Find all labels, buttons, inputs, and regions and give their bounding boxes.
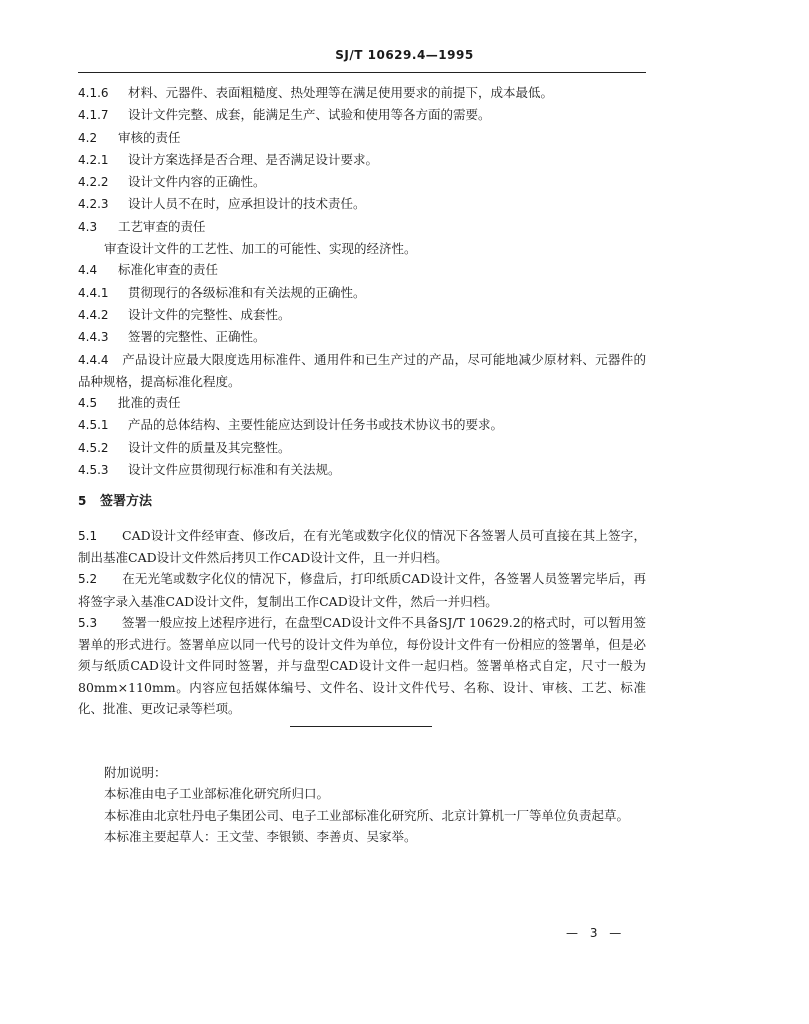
clause-text: 产品设计应最大限度选用标准件、通用件和已生产过的产品，尽可能地减少原材料、元器件的品种规格，提高标准化程度。 [78,351,646,389]
clause-number: 4.5.1 [78,418,109,433]
clause-number: 4.2.1 [78,152,109,167]
clause-text: 设计人员不在时，应承担设计的技术责任。 [128,196,366,212]
clause-text: 设计文件的完整性、成套性。 [128,306,291,322]
clause-4-2-3 [78,193,646,215]
clause-text: 审核的责任 [118,129,181,145]
clause-5-3 [78,612,646,719]
clause-4-5-3 [78,459,646,481]
clause-text: 材料、元器件、表面粗糙度、热处理等在满足使用要求的前提下，成本最低。 [128,85,554,100]
notes-line: 本标准由北京牡丹电子集团公司、电子工业部标准化研究所、北京计算机一厂等单位负责起草。 [104,807,630,823]
clause-4-5-1 [78,414,646,436]
clause-4-1-6 [78,82,646,104]
clause-number: 4.4.3 [78,330,109,345]
clause-text: 设计文件应贯彻现行标准和有关法规。 [128,462,341,478]
clause-number: 5.3 [78,615,98,630]
clause-number: 4.5 [78,396,98,411]
clause-number: 4.4.2 [78,307,109,322]
clause-number: 4.4.4 [78,352,109,367]
clause-number: 4.1.6 [78,86,109,100]
page-number: — 3 — [566,926,626,940]
clause-4-4 [78,259,646,281]
clause-number: 4.2.2 [78,175,109,190]
clause-number: 4.1.7 [78,108,109,123]
clause-text: 签署的完整性、正确性。 [128,329,266,345]
additional-notes [78,762,646,847]
clause-text: 产品的总体结构、主要性能应达到设计任务书或技术协议书的要求。 [128,417,504,433]
document-header: SJ/T 10629.4—1995 [335,48,474,62]
clause-text: 签署一般应按上述程序进行，在盘型CAD设计文件不具备SJ/T 10629.2的格式时，可以暂用签署单的形式进行。签署单应以同一代号的设计文件为单位，每份设计文件有一份相应的签署单，但是必须与纸质CAD设计文件同时签署，并与盘型CAD设计文件一起归档。签署单格式自定，尺寸一般为80mm×110mm。内容应包括媒体编号、文件名、设计文件代号、名称、设计、审核、工艺、标准化、批准、更改记录等栏项。 [78,614,646,717]
clause-5-2 [78,568,646,612]
section-title: 签署方法 [100,494,153,510]
document-body [78,82,646,719]
clause-text: 设计文件内容的正确性。 [128,174,266,190]
clause-text: 标准化审查的责任 [118,262,219,278]
clause-text: 设计文件的质量及其完整性。 [128,439,291,455]
clause-4-5-2 [78,437,646,459]
clause-text: 贯彻现行的各级标准和有关法规的正确性。 [128,284,366,300]
clause-4-4-2 [78,304,646,326]
clause-number: 4.4 [78,263,98,278]
clause-text: CAD设计文件经审查、修改后，在有光笔或数字化仪的情况下各签署人员可直接在其上签字，制出基准CAD设计文件然后拷贝工作CAD设计文件，且一并归档。 [78,527,646,565]
section-number: 5 [78,494,87,509]
clause-text: 设计方案选择是否合理、是否满足设计要求。 [128,151,379,167]
section-divider [290,726,432,727]
clause-number: 5.1 [78,528,98,543]
clause-text: 设计文件完整、成套，能满足生产、试验和使用等各方面的需要。 [128,107,491,123]
clause-4-2-1 [78,149,646,171]
clause-text: 批准的责任 [118,395,181,411]
clause-number: 4.5.2 [78,440,109,455]
clause-4-1-7 [78,104,646,126]
clause-number: 4.5.3 [78,463,109,478]
clause-4-4-4 [78,349,646,393]
clause-number: 5.2 [78,572,98,587]
clause-number: 4.3 [78,219,98,234]
clause-number: 4.4.1 [78,285,109,300]
header-rule [78,72,646,73]
clause-4-5 [78,392,646,414]
clause-4-2 [78,127,646,149]
clause-text: 在无光笔或数字化仪的情况下，修盘后，打印纸质CAD设计文件，各签署人员签署完毕后，再将签字录入基准CAD设计文件，复制出工作CAD设计文件，然后一并归档。 [78,571,646,609]
clause-4-2-2 [78,171,646,193]
notes-line: 本标准由电子工业部标准化研究所归口。 [104,786,330,802]
clause-4-3 [78,216,646,238]
clause-5-1 [78,525,646,569]
clause-number: 4.2.3 [78,197,109,212]
clause-text: 工艺审查的责任 [118,218,206,234]
notes-line: 本标准主要起草人：王文莹、李银锁、李善贞、吴家举。 [104,828,417,844]
clause-4-3-body: 审查设计文件的工艺性、加工的可能性、实现的经济性。 [104,241,417,257]
clause-number: 4.2 [78,130,98,145]
section-5-heading [78,491,646,512]
clause-4-4-3 [78,326,646,348]
clause-4-4-1 [78,282,646,304]
notes-heading: 附加说明： [104,765,167,780]
